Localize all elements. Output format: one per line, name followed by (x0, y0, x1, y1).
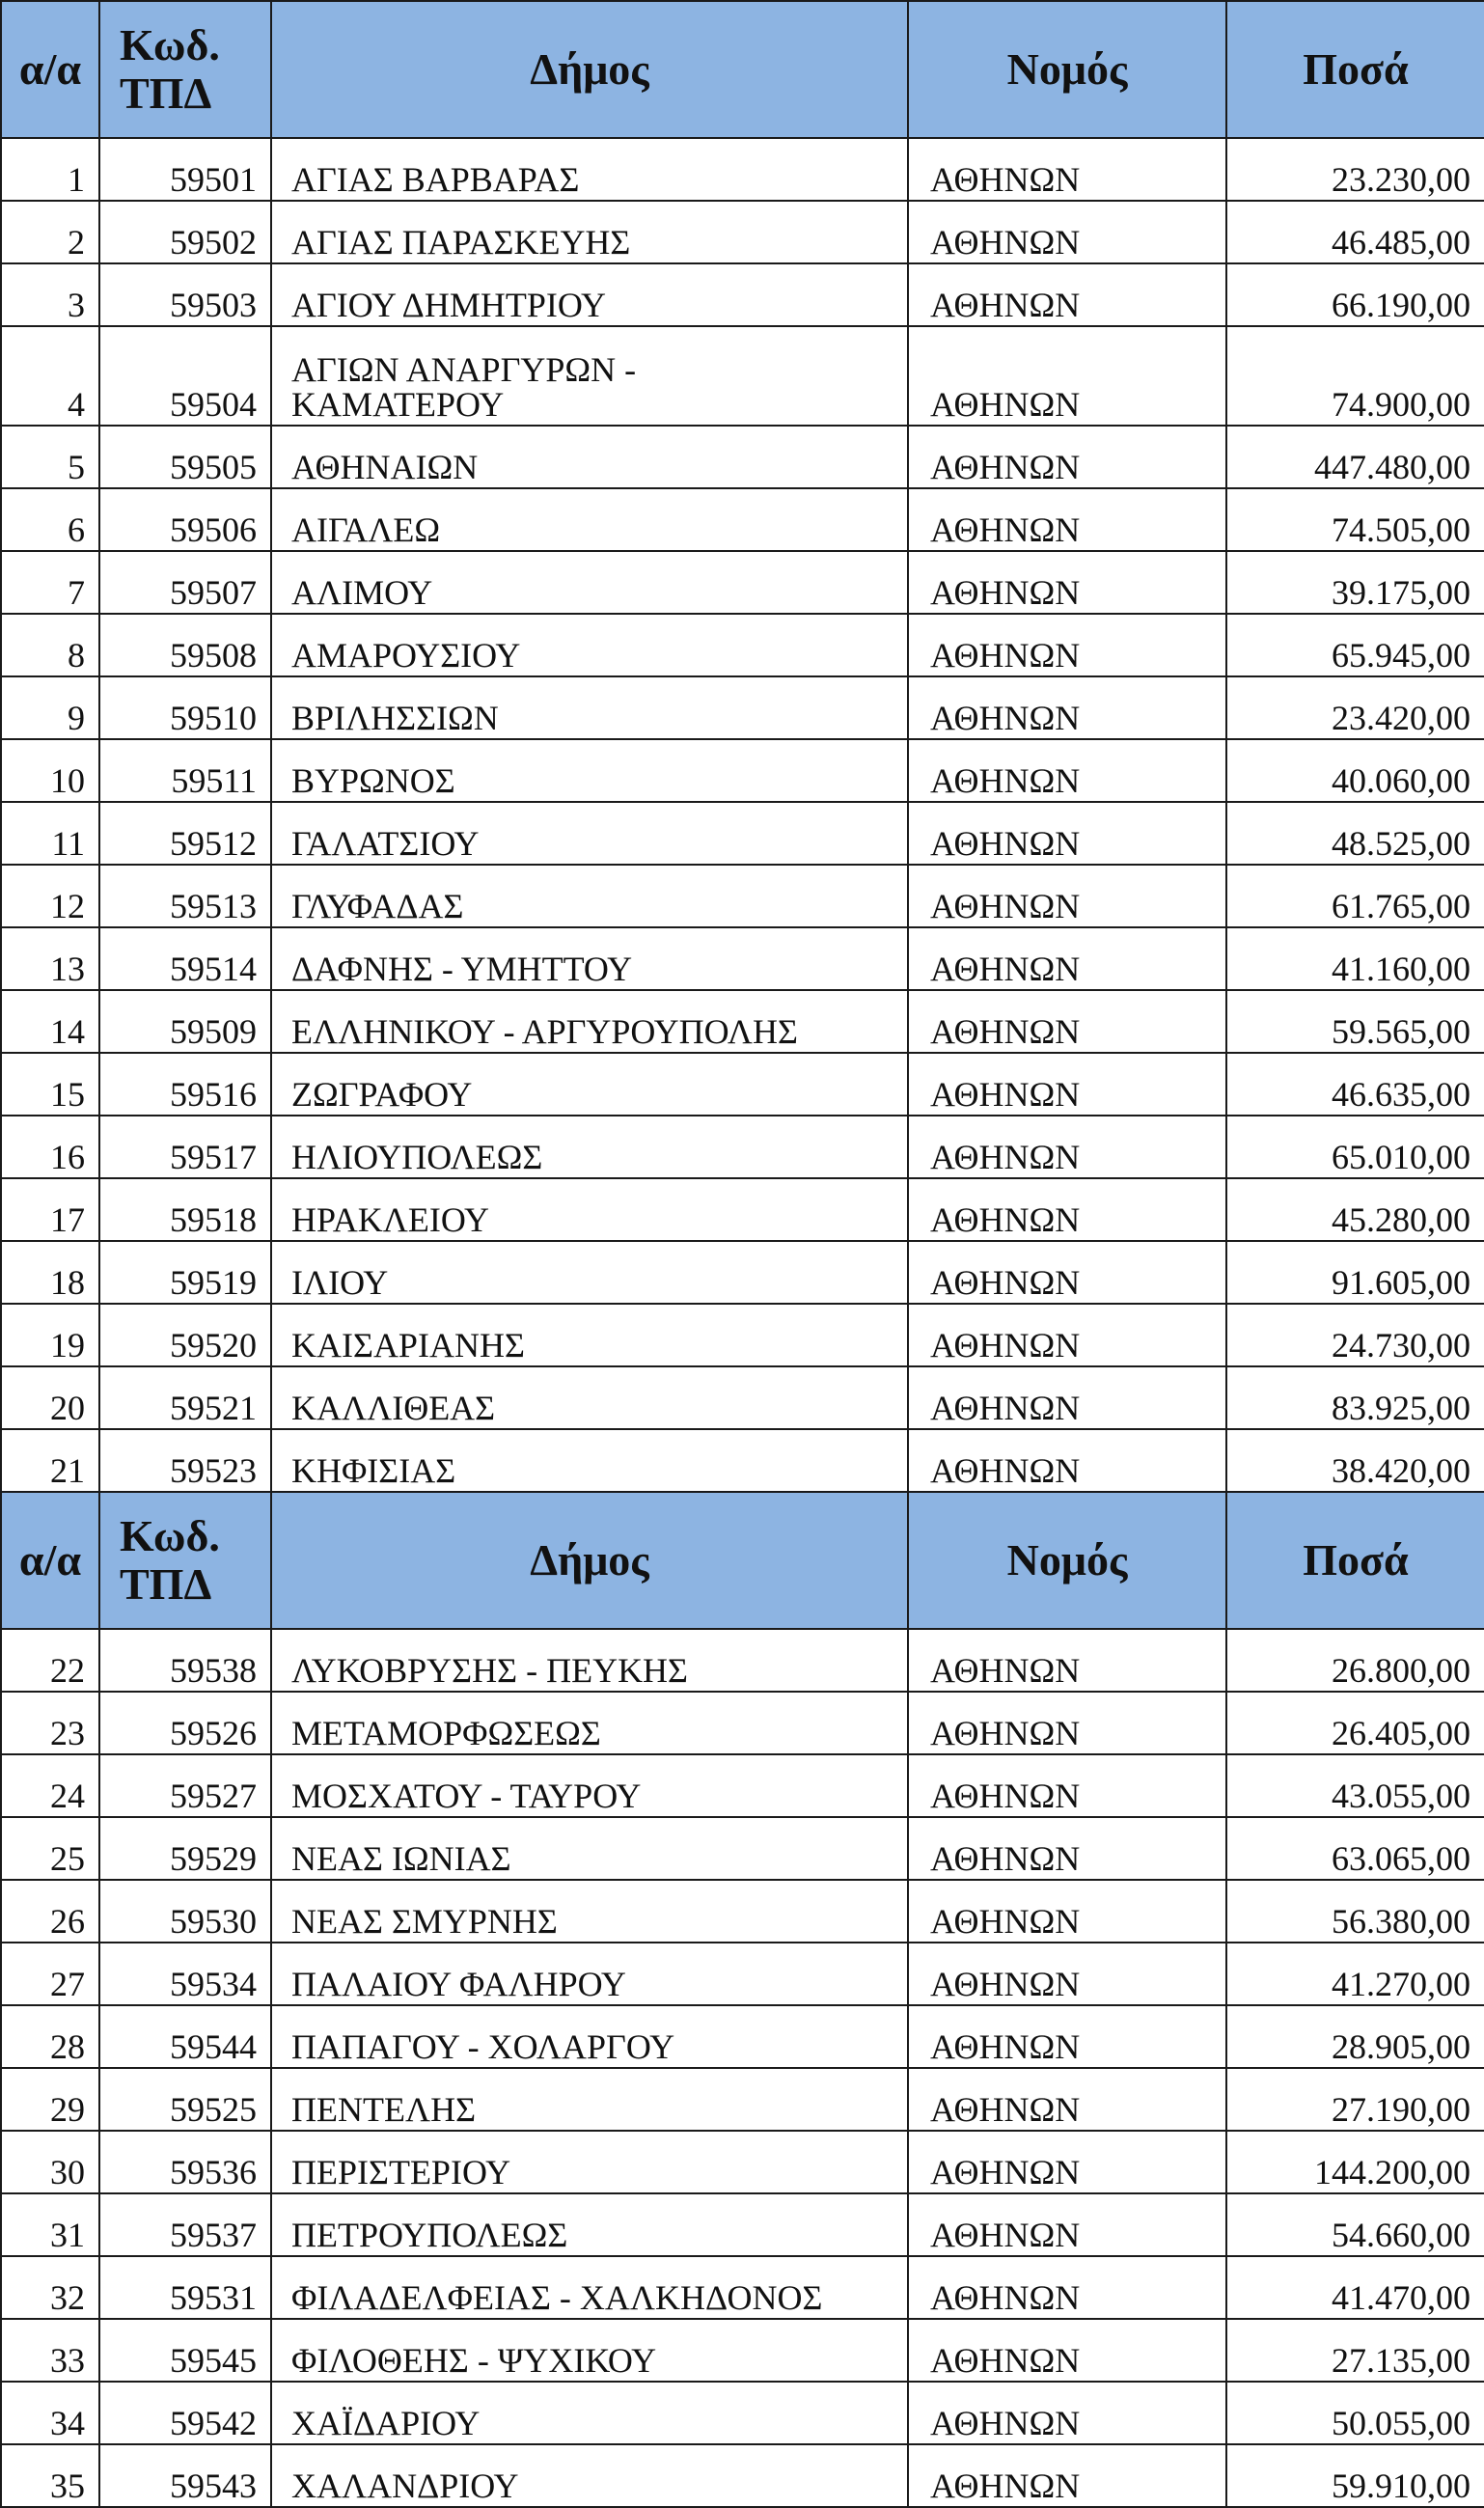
cell-aa: 15 (1, 1053, 99, 1116)
cell-aa: 27 (1, 1943, 99, 2005)
table-row (1, 865, 1484, 927)
table-row (1, 1692, 1484, 1754)
cell-aa: 23 (1, 1692, 99, 1754)
cell-code: 59525 (99, 2068, 271, 2131)
cell-dimos: ΑΓΙΑΣ ΒΑΡΒΑΡΑΣ (271, 138, 908, 201)
cell-dimos: ΗΛΙΟΥΠΟΛΕΩΣ (271, 1116, 908, 1178)
cell-aa: 5 (1, 426, 99, 488)
table-row (1, 488, 1484, 551)
cell-amount: 91.605,00 (1226, 1241, 1484, 1304)
cell-code: 59509 (99, 990, 271, 1053)
cell-aa: 8 (1, 614, 99, 676)
cell-aa: 2 (1, 201, 99, 263)
cell-code: 59501 (99, 138, 271, 201)
cell-amount: 43.055,00 (1226, 1754, 1484, 1817)
header-code-line2: ΤΠΔ (120, 1559, 212, 1609)
cell-nomos: ΑΘΗΝΩΝ (908, 1629, 1226, 1692)
cell-nomos: ΑΘΗΝΩΝ (908, 1754, 1226, 1817)
table-row (1, 2319, 1484, 2382)
cell-aa: 19 (1, 1304, 99, 1366)
cell-aa: 17 (1, 1178, 99, 1241)
cell-code: 59502 (99, 201, 271, 263)
cell-aa: 4 (1, 326, 99, 426)
table-row (1, 263, 1484, 326)
table-row (1, 1241, 1484, 1304)
cell-amount: 66.190,00 (1226, 263, 1484, 326)
cell-amount: 23.230,00 (1226, 138, 1484, 201)
cell-nomos: ΑΘΗΝΩΝ (908, 739, 1226, 802)
cell-dimos: ΓΑΛΑΤΣΙΟΥ (271, 802, 908, 865)
cell-nomos: ΑΘΗΝΩΝ (908, 1304, 1226, 1366)
cell-amount: 23.420,00 (1226, 676, 1484, 739)
table-row (1, 676, 1484, 739)
cell-nomos: ΑΘΗΝΩΝ (908, 2319, 1226, 2382)
cell-dimos: ΓΛΥΦΑΔΑΣ (271, 865, 908, 927)
cell-nomos: ΑΘΗΝΩΝ (908, 138, 1226, 201)
cell-code: 59536 (99, 2131, 271, 2193)
cell-dimos: ΠΕΡΙΣΤΕΡΙΟΥ (271, 2131, 908, 2193)
header-aa: α/α (1, 1, 99, 138)
cell-aa: 34 (1, 2382, 99, 2444)
cell-code: 59530 (99, 1880, 271, 1943)
header-posa: Ποσά (1226, 1492, 1484, 1629)
cell-aa: 32 (1, 2256, 99, 2319)
cell-amount: 46.635,00 (1226, 1053, 1484, 1116)
cell-amount: 28.905,00 (1226, 2005, 1484, 2068)
cell-dimos: ΑΘΗΝΑΙΩΝ (271, 426, 908, 488)
table-row (1, 2131, 1484, 2193)
table-row (1, 802, 1484, 865)
cell-aa: 3 (1, 263, 99, 326)
table-row (1, 1366, 1484, 1429)
cell-amount: 41.160,00 (1226, 927, 1484, 990)
table-row (1, 201, 1484, 263)
cell-aa: 21 (1, 1429, 99, 1492)
cell-nomos: ΑΘΗΝΩΝ (908, 1053, 1226, 1116)
cell-amount: 26.800,00 (1226, 1629, 1484, 1692)
cell-code: 59529 (99, 1817, 271, 1880)
cell-dimos: ΦΙΛΑΔΕΛΦΕΙΑΣ - ΧΑΛΚΗΔΟΝΟΣ (271, 2256, 908, 2319)
cell-nomos: ΑΘΗΝΩΝ (908, 2131, 1226, 2193)
table-row (1, 2193, 1484, 2256)
cell-aa: 35 (1, 2444, 99, 2507)
cell-nomos: ΑΘΗΝΩΝ (908, 1429, 1226, 1492)
cell-amount: 27.135,00 (1226, 2319, 1484, 2382)
cell-code: 59505 (99, 426, 271, 488)
cell-aa: 18 (1, 1241, 99, 1304)
cell-aa: 20 (1, 1366, 99, 1429)
table-row (1, 1304, 1484, 1366)
cell-nomos: ΑΘΗΝΩΝ (908, 927, 1226, 990)
cell-nomos: ΑΘΗΝΩΝ (908, 1241, 1226, 1304)
cell-code: 59545 (99, 2319, 271, 2382)
cell-code: 59521 (99, 1366, 271, 1429)
header-code (99, 1492, 271, 1629)
cell-aa: 14 (1, 990, 99, 1053)
cell-amount: 39.175,00 (1226, 551, 1484, 614)
cell-aa: 6 (1, 488, 99, 551)
table-row (1, 1943, 1484, 2005)
cell-amount: 65.010,00 (1226, 1116, 1484, 1178)
header-dimos: Δήμος (271, 1, 908, 138)
cell-nomos: ΑΘΗΝΩΝ (908, 2193, 1226, 2256)
cell-amount: 54.660,00 (1226, 2193, 1484, 2256)
table-row (1, 1178, 1484, 1241)
table-row (1, 138, 1484, 201)
cell-code: 59537 (99, 2193, 271, 2256)
table-row (1, 2256, 1484, 2319)
table-row (1, 739, 1484, 802)
cell-dimos: ΦΙΛΟΘΕΗΣ - ΨΥΧΙΚΟΥ (271, 2319, 908, 2382)
cell-dimos: ΧΑΪΔΑΡΙΟΥ (271, 2382, 908, 2444)
header-dimos: Δήμος (271, 1492, 908, 1629)
header-nomos: Νομός (908, 1, 1226, 138)
table-row (1, 2005, 1484, 2068)
cell-amount: 74.900,00 (1226, 326, 1484, 426)
table-row (1, 551, 1484, 614)
cell-dimos: ΠΑΠΑΓΟΥ - ΧΟΛΑΡΓΟΥ (271, 2005, 908, 2068)
cell-dimos: ΙΛΙΟΥ (271, 1241, 908, 1304)
cell-nomos: ΑΘΗΝΩΝ (908, 2005, 1226, 2068)
cell-code: 59508 (99, 614, 271, 676)
table-row (1, 1880, 1484, 1943)
cell-nomos: ΑΘΗΝΩΝ (908, 2444, 1226, 2507)
cell-code: 59506 (99, 488, 271, 551)
cell-nomos: ΑΘΗΝΩΝ (908, 2068, 1226, 2131)
cell-dimos: ΧΑΛΑΝΔΡΙΟΥ (271, 2444, 908, 2507)
cell-nomos: ΑΘΗΝΩΝ (908, 802, 1226, 865)
table-row (1, 2068, 1484, 2131)
cell-code: 59512 (99, 802, 271, 865)
cell-dimos: ΜΟΣΧΑΤΟΥ - ΤΑΥΡΟΥ (271, 1754, 908, 1817)
cell-nomos: ΑΘΗΝΩΝ (908, 551, 1226, 614)
table-row (1, 426, 1484, 488)
cell-aa: 25 (1, 1817, 99, 1880)
cell-code: 59534 (99, 1943, 271, 2005)
cell-code: 59520 (99, 1304, 271, 1366)
cell-aa: 9 (1, 676, 99, 739)
cell-dimos: ΒΡΙΛΗΣΣΙΩΝ (271, 676, 908, 739)
cell-amount: 27.190,00 (1226, 2068, 1484, 2131)
cell-dimos: ΛΥΚΟΒΡΥΣΗΣ - ΠΕΥΚΗΣ (271, 1629, 908, 1692)
cell-nomos: ΑΘΗΝΩΝ (908, 488, 1226, 551)
cell-dimos: ΑΓΙΑΣ ΠΑΡΑΣΚΕΥΗΣ (271, 201, 908, 263)
cell-code: 59542 (99, 2382, 271, 2444)
cell-dimos-line2: ΚΑΜΑΤΕΡΟΥ (291, 385, 505, 424)
cell-dimos: ΑΜΑΡΟΥΣΙΟΥ (271, 614, 908, 676)
cell-dimos: ΠΕΤΡΟΥΠΟΛΕΩΣ (271, 2193, 908, 2256)
cell-code: 59526 (99, 1692, 271, 1754)
cell-aa: 10 (1, 739, 99, 802)
header-code-line1: Κωδ. (120, 20, 220, 69)
cell-amount: 41.270,00 (1226, 1943, 1484, 2005)
cell-dimos: ΖΩΓΡΑΦΟΥ (271, 1053, 908, 1116)
cell-aa: 26 (1, 1880, 99, 1943)
cell-aa: 28 (1, 2005, 99, 2068)
header-code (99, 1, 271, 138)
cell-nomos: ΑΘΗΝΩΝ (908, 326, 1226, 426)
cell-dimos: ΜΕΤΑΜΟΡΦΩΣΕΩΣ (271, 1692, 908, 1754)
cell-amount: 83.925,00 (1226, 1366, 1484, 1429)
cell-amount: 59.565,00 (1226, 990, 1484, 1053)
cell-nomos: ΑΘΗΝΩΝ (908, 263, 1226, 326)
cell-code: 59516 (99, 1053, 271, 1116)
cell-dimos: ΗΡΑΚΛΕΙΟΥ (271, 1178, 908, 1241)
cell-dimos-line1: ΑΓΙΩΝ ΑΝΑΡΓΥΡΩΝ - (291, 350, 637, 389)
cell-code: 59523 (99, 1429, 271, 1492)
cell-amount: 26.405,00 (1226, 1692, 1484, 1754)
cell-code: 59527 (99, 1754, 271, 1817)
cell-code: 59504 (99, 326, 271, 426)
cell-aa: 16 (1, 1116, 99, 1178)
cell-nomos: ΑΘΗΝΩΝ (908, 990, 1226, 1053)
table-row (1, 2444, 1484, 2507)
header-aa: α/α (1, 1492, 99, 1629)
cell-dimos: ΚΑΙΣΑΡΙΑΝΗΣ (271, 1304, 908, 1366)
cell-dimos: ΒΥΡΩΝΟΣ (271, 739, 908, 802)
table-header-row (1, 1492, 1484, 1629)
cell-code: 59511 (99, 739, 271, 802)
table-row (1, 1053, 1484, 1116)
cell-nomos: ΑΘΗΝΩΝ (908, 614, 1226, 676)
cell-aa: 29 (1, 2068, 99, 2131)
cell-amount: 74.505,00 (1226, 488, 1484, 551)
table-row (1, 1429, 1484, 1492)
cell-amount: 144.200,00 (1226, 2131, 1484, 2193)
table-row (1, 2382, 1484, 2444)
cell-dimos: ΝΕΑΣ ΣΜΥΡΝΗΣ (271, 1880, 908, 1943)
cell-aa: 33 (1, 2319, 99, 2382)
cell-nomos: ΑΘΗΝΩΝ (908, 2256, 1226, 2319)
cell-dimos: ΚΗΦΙΣΙΑΣ (271, 1429, 908, 1492)
cell-dimos: ΚΑΛΛΙΘΕΑΣ (271, 1366, 908, 1429)
table-row (1, 1754, 1484, 1817)
header-posa: Ποσά (1226, 1, 1484, 138)
cell-aa: 30 (1, 2131, 99, 2193)
cell-code: 59507 (99, 551, 271, 614)
cell-code: 59543 (99, 2444, 271, 2507)
cell-nomos: ΑΘΗΝΩΝ (908, 426, 1226, 488)
cell-aa: 31 (1, 2193, 99, 2256)
cell-aa: 1 (1, 138, 99, 201)
table-row (1, 990, 1484, 1053)
cell-nomos: ΑΘΗΝΩΝ (908, 865, 1226, 927)
cell-amount: 56.380,00 (1226, 1880, 1484, 1943)
cell-code: 59538 (99, 1629, 271, 1692)
cell-code: 59510 (99, 676, 271, 739)
cell-nomos: ΑΘΗΝΩΝ (908, 1692, 1226, 1754)
cell-aa: 11 (1, 802, 99, 865)
cell-amount: 24.730,00 (1226, 1304, 1484, 1366)
cell-amount: 48.525,00 (1226, 802, 1484, 865)
cell-code: 59513 (99, 865, 271, 927)
cell-code: 59503 (99, 263, 271, 326)
table-row (1, 1817, 1484, 1880)
cell-amount: 50.055,00 (1226, 2382, 1484, 2444)
cell-amount: 59.910,00 (1226, 2444, 1484, 2507)
cell-code: 59531 (99, 2256, 271, 2319)
cell-nomos: ΑΘΗΝΩΝ (908, 1943, 1226, 2005)
cell-dimos: ΠΑΛΑΙΟΥ ΦΑΛΗΡΟΥ (271, 1943, 908, 2005)
cell-code: 59517 (99, 1116, 271, 1178)
cell-code: 59518 (99, 1178, 271, 1241)
cell-code: 59519 (99, 1241, 271, 1304)
cell-dimos: ΔΑΦΝΗΣ - ΥΜΗΤΤΟΥ (271, 927, 908, 990)
table-row (1, 1116, 1484, 1178)
table-row (1, 927, 1484, 990)
cell-dimos: ΑΓΙΟΥ ΔΗΜΗΤΡΙΟΥ (271, 263, 908, 326)
cell-amount: 63.065,00 (1226, 1817, 1484, 1880)
cell-dimos (271, 326, 908, 426)
cell-aa: 12 (1, 865, 99, 927)
cell-dimos: ΠΕΝΤΕΛΗΣ (271, 2068, 908, 2131)
cell-dimos: ΑΛΙΜΟΥ (271, 551, 908, 614)
table-header-row (1, 1, 1484, 138)
cell-amount: 65.945,00 (1226, 614, 1484, 676)
cell-amount: 41.470,00 (1226, 2256, 1484, 2319)
cell-code: 59514 (99, 927, 271, 990)
cell-amount: 40.060,00 (1226, 739, 1484, 802)
cell-amount: 45.280,00 (1226, 1178, 1484, 1241)
cell-amount: 46.485,00 (1226, 201, 1484, 263)
cell-aa: 13 (1, 927, 99, 990)
cell-nomos: ΑΘΗΝΩΝ (908, 1817, 1226, 1880)
cell-dimos: ΑΙΓΑΛΕΩ (271, 488, 908, 551)
cell-nomos: ΑΘΗΝΩΝ (908, 201, 1226, 263)
cell-nomos: ΑΘΗΝΩΝ (908, 1880, 1226, 1943)
cell-nomos: ΑΘΗΝΩΝ (908, 1178, 1226, 1241)
cell-aa: 24 (1, 1754, 99, 1817)
cell-code: 59544 (99, 2005, 271, 2068)
cell-nomos: ΑΘΗΝΩΝ (908, 1366, 1226, 1429)
cell-nomos: ΑΘΗΝΩΝ (908, 1116, 1226, 1178)
header-nomos: Νομός (908, 1492, 1226, 1629)
cell-nomos: ΑΘΗΝΩΝ (908, 676, 1226, 739)
header-code-line2: ΤΠΔ (120, 69, 212, 118)
cell-aa: 22 (1, 1629, 99, 1692)
cell-amount: 447.480,00 (1226, 426, 1484, 488)
table-row (1, 614, 1484, 676)
cell-aa: 7 (1, 551, 99, 614)
cell-dimos: ΕΛΛΗΝΙΚΟΥ - ΑΡΓΥΡΟΥΠΟΛΗΣ (271, 990, 908, 1053)
header-code-line1: Κωδ. (120, 1511, 220, 1560)
table-row (1, 326, 1484, 426)
cell-amount: 61.765,00 (1226, 865, 1484, 927)
cell-dimos: ΝΕΑΣ ΙΩΝΙΑΣ (271, 1817, 908, 1880)
cell-amount: 38.420,00 (1226, 1429, 1484, 1492)
table-row (1, 1629, 1484, 1692)
cell-nomos: ΑΘΗΝΩΝ (908, 2382, 1226, 2444)
